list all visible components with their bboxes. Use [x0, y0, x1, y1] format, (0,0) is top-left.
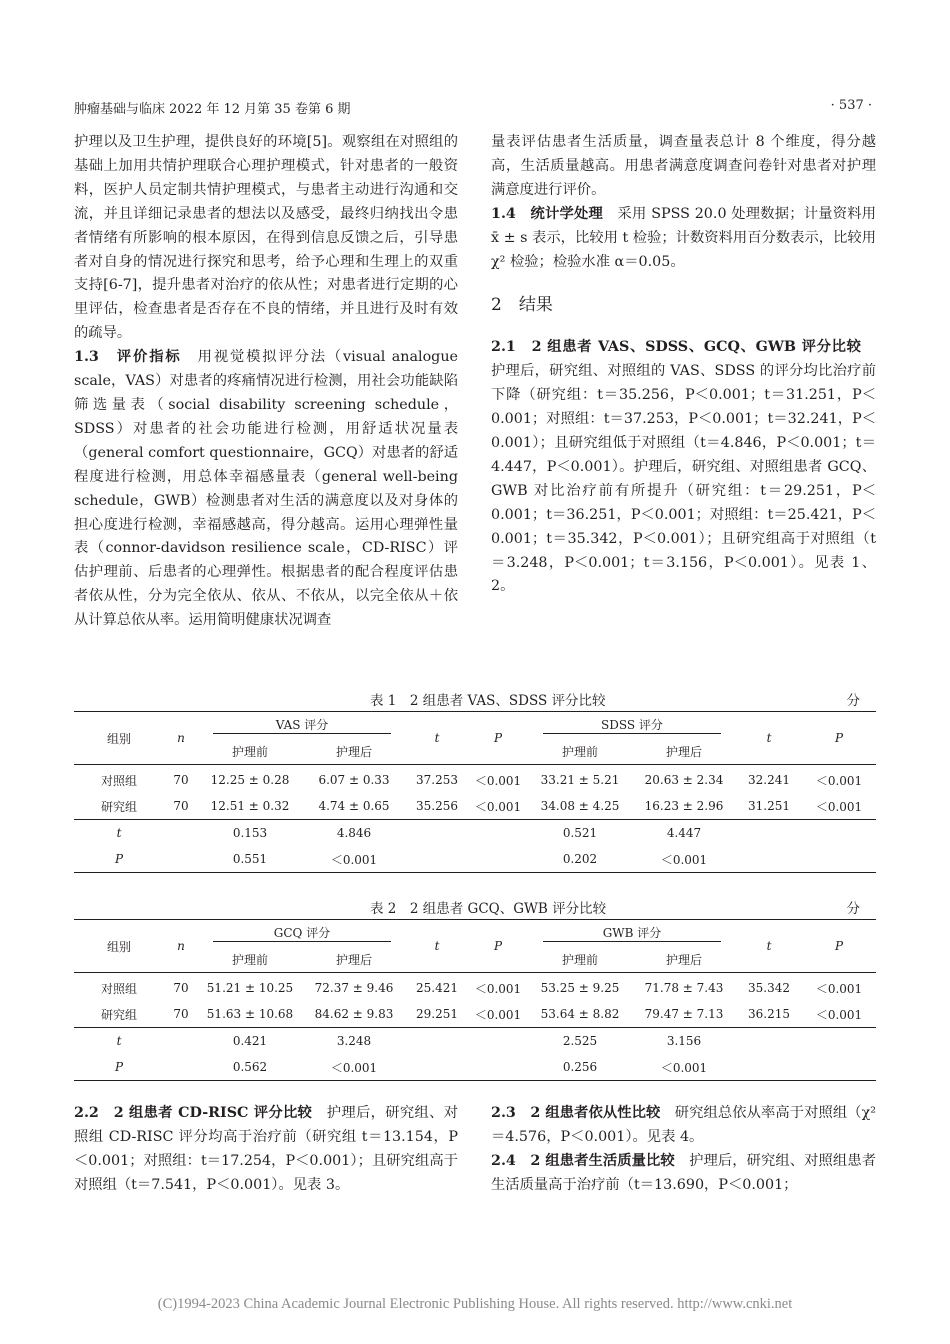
table-cell: 研究组: [100, 799, 137, 814]
table-cell: 25.421: [416, 981, 458, 995]
paragraph: 护理以及卫生护理，提供良好的环境[5]。观察组在对照组的基础上加用共情护理联合心理护理模式，针对患者的一般资料，医护人员定制共情护理模式，与患者主动进行沟通和交流，并且详细记录患者的想法以及感受，最终归纳找出令患者情绪有所影响的根本原因，在得到信息反馈之后，引导患者对自身的情况进行探究和思考，给予心理和生理上的双重支持[6-7]，提升患者对治疗的依从性；对患者进行定期的心里评估，检查患者是否存在不良的情绪，并且进行及时有效的疏导。: [74, 134, 458, 342]
table-cell: ＜0.001: [474, 981, 522, 996]
header-t: t: [736, 712, 802, 765]
journal-header: 肿瘤基础与临床 2022 年 12 月第 35 卷第 6 期: [74, 102, 351, 117]
table-cell: [736, 1054, 802, 1081]
table-cell: 35.256: [416, 799, 458, 813]
table-cell: t: [74, 820, 164, 847]
header-before: 护理前: [528, 738, 632, 765]
table-cell: 16.23 ± 2.96: [644, 799, 724, 813]
table-cell: [736, 820, 802, 847]
table-cell: 0.256: [528, 1054, 632, 1081]
table-cell: 70: [173, 1007, 189, 1021]
section-body: 护理后，研究组、对照组患者生活质量高于治疗前（t＝13.690，P＜0.001；: [491, 1153, 876, 1193]
table-cell: ＜0.001: [632, 1054, 736, 1081]
table-cell: [406, 1028, 468, 1055]
table-cell: 70: [173, 773, 189, 787]
table-cell: ＜0.001: [815, 799, 863, 814]
table-cell: 对照组: [100, 773, 137, 788]
header-group: 组别: [74, 920, 164, 973]
table-cell: 34.08 ± 4.25: [540, 799, 620, 813]
table-2: [74, 919, 876, 1081]
table-cell: [164, 1028, 198, 1055]
header-t: t: [406, 920, 468, 973]
table-cell: ＜0.001: [302, 1054, 406, 1081]
section-body: 用视觉模拟评分法（visual analogue scale，VAS）对患者的疼痛情况进行检测，用社会功能缺陷筛选量表（social disability screening schedule，SDSS）对患者的社会功能进行检测，用舒适状况量表（general comfort questionnaire，GCQ）对患者的舒适程度进行检测，用总体幸福感量表（general well-being schedule，GWB）检测患者对生活的满意度以及对身体的担心度进行检测，幸福感越高，得分越高。运用心理弹性量表（connor-davidson resilience scale，CD-RISC）评估护理前、后患者的心理弹性。根据患者的配合程度评估患者依从性，分为完全依从、依从、不依从，以完全依从＋依从计算总依从率。运用简明健康状况调查: [74, 349, 459, 629]
header-after: 护理后: [632, 738, 736, 765]
header-t: t: [406, 712, 468, 765]
table-cell: [468, 846, 528, 873]
table-1: [74, 711, 876, 873]
table-cell: 0.521: [528, 820, 632, 847]
header-score-b: GWB 评分: [528, 920, 736, 947]
section-body: 护理后，研究组、对照组的 VAS、SDSS 的评分均比治疗前下降（研究组：t＝35.256，P＜0.001；t＝31.251，P＜0.001；对照组：t＝37.253，P＜0.001；t＝32.241，P＜0.001）；且研究组低于对照组（t＝4.846，P＜0.001；t＝4.447，P＜0.001）。护理后，研究组、对照组患者 GCQ、GWB 对比治疗前有所提升（研究组：t＝29.251，P＜0.001；t＝36.251，P＜0.001；对照组：t＝25.421，P＜0.001；t＝35.342，P＜0.001）；且研究组高于对照组（t＝3.248，P＜0.001；t＝3.156，P＜0.001）。见表 1、2。: [491, 339, 876, 595]
table-cell: P: [74, 1054, 164, 1081]
table-cell: P: [74, 846, 164, 873]
table-row: [74, 1028, 876, 1055]
table-cell: 0.202: [528, 846, 632, 873]
table-cell: 33.21 ± 5.21: [540, 773, 620, 787]
table-row: [74, 846, 876, 873]
right-column: [491, 131, 876, 599]
table-cell: 0.551: [198, 846, 302, 873]
table-cell: 6.07 ± 0.33: [318, 773, 390, 787]
table-cell: [164, 1054, 198, 1081]
table-cell: ＜0.001: [815, 981, 863, 996]
table-row: [74, 820, 876, 847]
table-cell: 4.447: [632, 820, 736, 847]
table-cell: 研究组: [100, 1007, 137, 1022]
table-cell: 35.342: [748, 981, 790, 995]
section-heading: 1.3 评价指标: [74, 349, 182, 366]
table-cell: 29.251: [416, 1007, 458, 1021]
section-body: 采用 SPSS 20.0 处理数据；计量资料用 x̄ ± s 表示，比较用 t 检验；计数资料用百分数表示，比较用 χ² 检验；检验水准 α＝0.05。: [491, 205, 876, 270]
table-cell: [802, 846, 876, 873]
table-cell: ＜0.001: [474, 1007, 522, 1022]
table-cell: ＜0.001: [302, 846, 406, 873]
table-cell: 84.62 ± 9.83: [314, 1007, 394, 1021]
header-after: 护理后: [632, 946, 736, 973]
table-cell: [164, 846, 198, 873]
header-before: 护理前: [528, 946, 632, 973]
header-p: P: [802, 712, 876, 765]
section-1-4: [491, 203, 876, 275]
header-score-a: VAS 评分: [198, 712, 406, 739]
table-2-unit: 分: [846, 901, 860, 917]
copyright-footer: (C)1994-2023 China Academic Journal Electronic Publishing House. All rights reserved. http://www.cnki.net: [157, 1296, 793, 1312]
table-cell: ＜0.001: [474, 799, 522, 814]
table-cell: [164, 820, 198, 847]
table-cell: 51.63 ± 10.68: [206, 1007, 294, 1021]
section-heading: 1.4 统计学处理: [491, 205, 604, 222]
table-cell: 71.78 ± 7.43: [644, 981, 724, 995]
header-score-b: SDSS 评分: [528, 712, 736, 739]
table-1-unit: 分: [846, 693, 860, 709]
table-row: [74, 1054, 876, 1081]
table-cell: ＜0.001: [474, 773, 522, 788]
header-group: 组别: [74, 712, 164, 765]
table-cell: 79.47 ± 7.13: [644, 1007, 724, 1021]
table-cell: 36.215: [748, 1007, 790, 1021]
header-before: 护理前: [198, 946, 302, 973]
table-cell: 53.64 ± 8.82: [540, 1007, 620, 1021]
table-cell: 2.525: [528, 1028, 632, 1055]
table-cell: [736, 1028, 802, 1055]
table-row: [74, 765, 876, 794]
header-score-a: GCQ 评分: [198, 920, 406, 947]
header-t: t: [736, 920, 802, 973]
table-cell: [802, 1028, 876, 1055]
table-cell: 3.156: [632, 1028, 736, 1055]
paragraph: 量表评估患者生活质量，调查量表总计 8 个维度，得分越高，生活质量越高。用患者满意度调查问卷针对患者对护理满意度进行评价。: [491, 134, 876, 198]
table-cell: [736, 846, 802, 873]
section-2-heading: 2 结果: [491, 295, 553, 316]
section-heading: 2.1 2 组患者 VAS、SDSS、GCQ、GWB 评分比较: [491, 339, 862, 356]
header-before: 护理前: [198, 738, 302, 765]
table-cell: [406, 820, 468, 847]
header-p: P: [468, 712, 528, 765]
table-cell: ＜0.001: [632, 846, 736, 873]
table-cell: 32.241: [748, 773, 790, 787]
table-1-caption: 表 1 2 组患者 VAS、SDSS 评分比较: [370, 693, 606, 709]
section-body: 护理后，研究组、对照组 CD-RISC 评分均高于治疗前（研究组 t＝13.154，P＜0.001；对照组：t＝17.254，P＜0.001）；且研究组高于对照组（t＝7.541，P＜0.001）。见表 3。: [74, 1105, 458, 1193]
section-2-2: [74, 1101, 458, 1197]
table-cell: t: [74, 1028, 164, 1055]
table-cell: 70: [173, 981, 189, 995]
table-cell: [468, 820, 528, 847]
table-cell: 51.21 ± 10.25: [206, 981, 294, 995]
table-cell: 37.253: [416, 773, 458, 787]
table-cell: ＜0.001: [815, 773, 863, 788]
table-cell: ＜0.001: [815, 1007, 863, 1022]
page-number: · 537 ·: [830, 98, 872, 113]
header-p: P: [802, 920, 876, 973]
header-after: 护理后: [302, 738, 406, 765]
table-cell: 对照组: [100, 981, 137, 996]
table-cell: 0.421: [198, 1028, 302, 1055]
header-n: n: [164, 712, 198, 765]
table-cell: 31.251: [748, 799, 790, 813]
table-cell: 12.25 ± 0.28: [210, 773, 290, 787]
table-cell: 0.562: [198, 1054, 302, 1081]
table-cell: [802, 820, 876, 847]
left-column: [74, 131, 458, 633]
sections-2-3-2-4: [491, 1101, 876, 1197]
table-cell: [406, 846, 468, 873]
table-cell: 4.846: [302, 820, 406, 847]
table-cell: 70: [173, 799, 189, 813]
section-heading: 2.3 2 组患者依从性比较: [491, 1105, 661, 1121]
header-p: P: [468, 920, 528, 973]
table-2-caption: 表 2 2 组患者 GCQ、GWB 评分比较: [370, 901, 607, 917]
table-cell: 12.51 ± 0.32: [210, 799, 290, 813]
table-cell: 20.63 ± 2.34: [644, 773, 724, 787]
table-row: [74, 793, 876, 820]
table-row: [74, 973, 876, 1002]
section-1-3: [74, 346, 458, 633]
table-cell: 53.25 ± 9.25: [540, 981, 620, 995]
table-cell: 0.153: [198, 820, 302, 847]
table-row: [74, 1001, 876, 1028]
table-cell: [468, 1028, 528, 1055]
header-n: n: [164, 920, 198, 973]
section-heading: 2.2 2 组患者 CD-RISC 评分比较: [74, 1105, 313, 1121]
table-cell: [468, 1054, 528, 1081]
section-heading: 2.4 2 组患者生活质量比较: [491, 1153, 675, 1169]
section-2-1: [491, 336, 876, 599]
header-after: 护理后: [302, 946, 406, 973]
table-cell: [406, 1054, 468, 1081]
table-cell: 4.74 ± 0.65: [318, 799, 390, 813]
table-cell: [802, 1054, 876, 1081]
table-cell: 72.37 ± 9.46: [314, 981, 394, 995]
section-body: 研究组总依从率高于对照组（χ²＝4.576，P＜0.001）。见表 4。: [491, 1105, 876, 1145]
table-cell: 3.248: [302, 1028, 406, 1055]
